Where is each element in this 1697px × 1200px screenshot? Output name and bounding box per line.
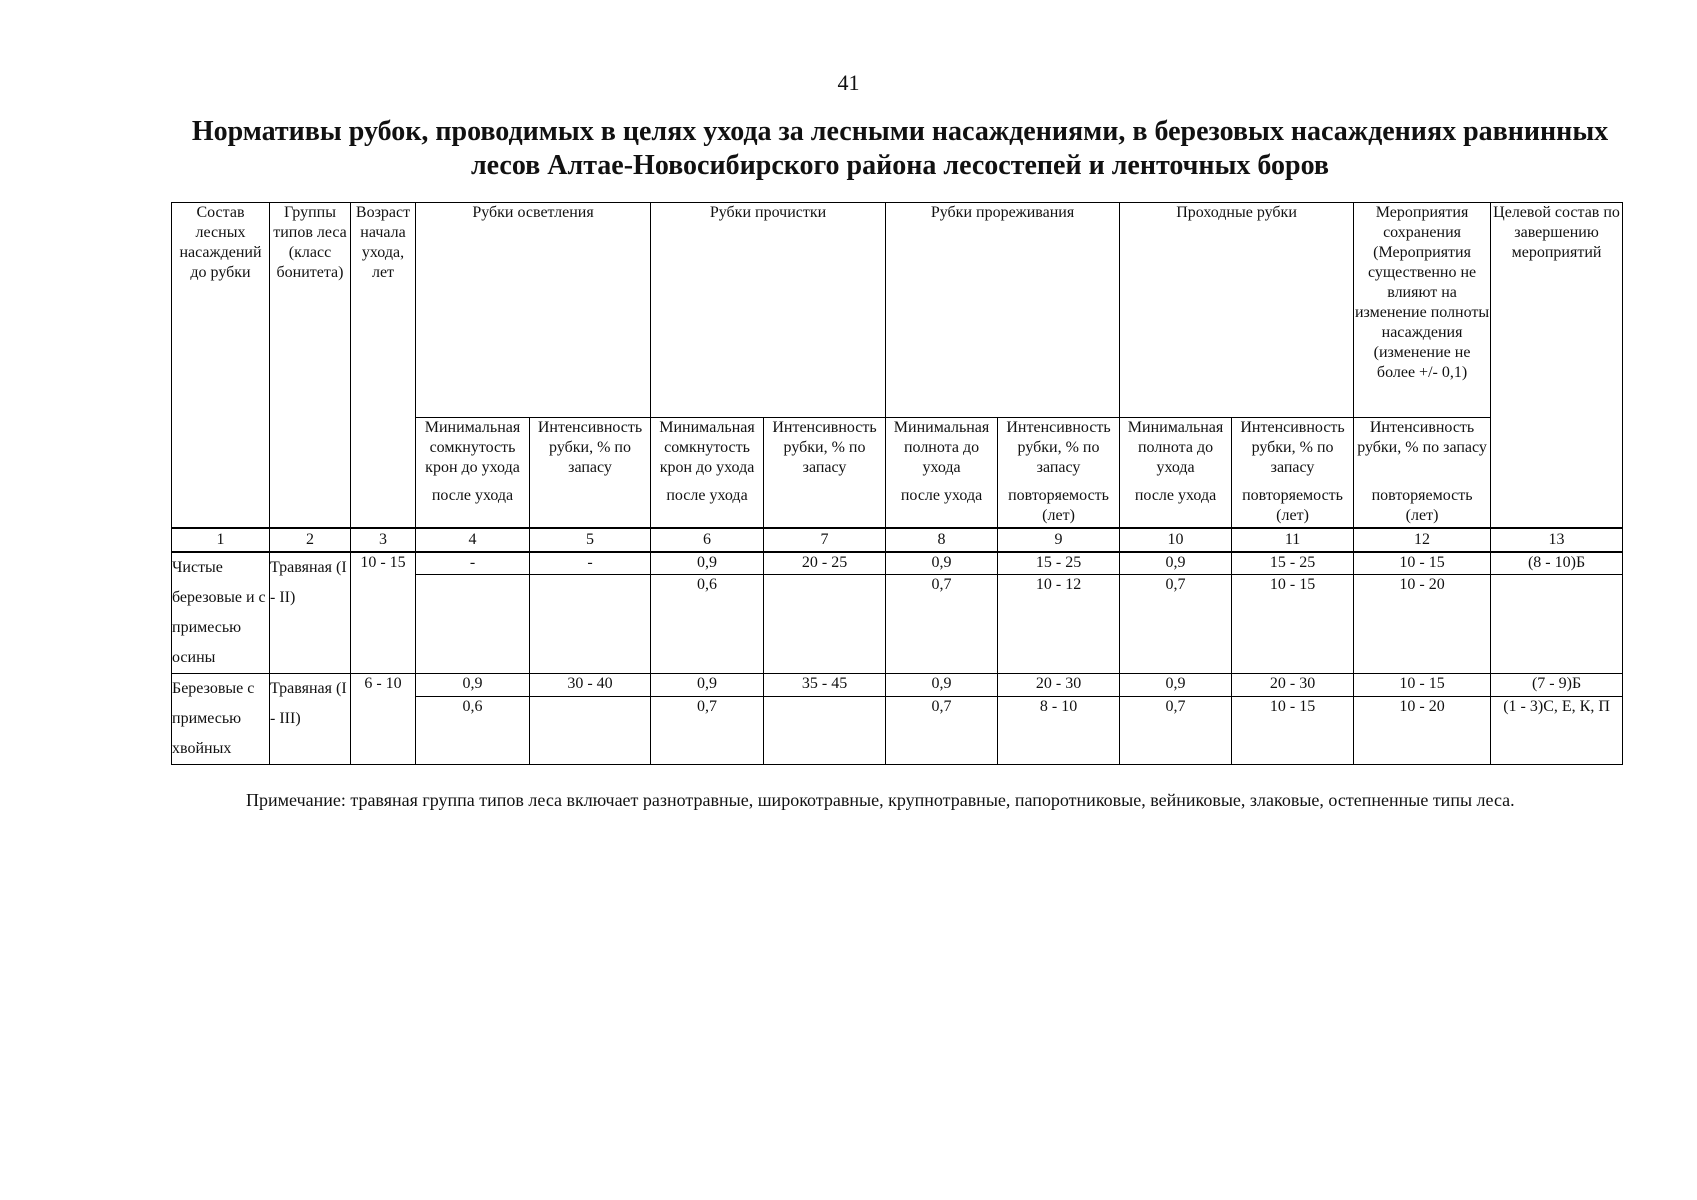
column-number: 6 [651,528,764,552]
subheader-12-cont: повторяемость (лет) [1354,486,1491,528]
column-number: 9 [998,528,1120,552]
table-cell: - [530,552,651,575]
subheader-4: Минимальная сомкнутость крон до ухода [416,418,530,486]
subheader-5: Интенсивность рубки, % по запасу [530,418,651,528]
table-cell: 10 - 20 [1354,575,1491,673]
subheader-8: Минимальная полнота до ухода [886,418,998,486]
title-line-1: Нормативы рубок, проводимых в целях ухода за лесными насаждениями, в березовых насаждениях равнинных [191,116,1609,147]
norms-table [171,202,1623,765]
table-cell [1491,575,1623,673]
table-cell: 10 - 20 [1354,697,1491,764]
subheader-8-cont: после ухода [886,486,998,528]
table-cell: 10 - 15 [1232,575,1354,673]
subheader-11-cont: повторяемость (лет) [1232,486,1354,528]
header-composition: Состав лесных насаждений до рубки [172,203,270,528]
page-title [170,115,1630,183]
subheader-10-cont: после ухода [1120,486,1232,528]
subheader-6-cont: после ухода [651,486,764,528]
table-cell: 20 - 25 [764,552,886,575]
table-cell: 0,7 [651,697,764,764]
title-line-2: лесов Алтае-Новосибирского района лесостепей и ленточных боров [470,150,1330,181]
column-number: 1 [172,528,270,552]
table-cell: (1 - 3)С, Е, К, П [1491,697,1623,764]
column-number: 7 [764,528,886,552]
column-number: 3 [351,528,416,552]
column-numbers-row [172,528,1623,552]
table-cell: 0,7 [886,575,998,673]
age-cell: 6 - 10 [351,673,416,764]
header-target-composition: Целевой состав по завершению мероприятий [1491,203,1623,528]
header-thinning-cuts: Рубки прореживания [886,203,1120,418]
forest-type-cell: Травяная (I - III) [270,673,351,764]
forest-type-cell: Травяная (I - II) [270,552,351,674]
table-cell: 10 - 15 [1232,697,1354,764]
column-number: 8 [886,528,998,552]
table-cell: 10 - 15 [1354,552,1491,575]
table-cell: 0,7 [886,697,998,764]
composition-cell: Чистые березовые и с примесью осины [172,552,270,674]
table-cell: 0,9 [651,673,764,697]
column-number: 12 [1354,528,1491,552]
table-cell: 0,9 [886,673,998,697]
table-cell: 0,9 [886,552,998,575]
header-forest-type: Группы типов леса (класс бонитета) [270,203,351,528]
column-number: 2 [270,528,351,552]
table-cell [764,575,886,673]
header-row-groups [172,203,1623,418]
table-cell [764,697,886,764]
table-cell: 10 - 15 [1354,673,1491,697]
table-cell: 0,6 [651,575,764,673]
table-cell: 0,7 [1120,697,1232,764]
table-cell: 30 - 40 [530,673,651,697]
table-row [172,552,1623,575]
table-cell: 0,6 [416,697,530,764]
composition-cell: Березовые с примесью хвойных [172,673,270,764]
table-cell: 0,9 [651,552,764,575]
table-cell: 8 - 10 [998,697,1120,764]
column-number: 10 [1120,528,1232,552]
table-cell: (8 - 10)Б [1491,552,1623,575]
header-age: Возраст начала ухода, лет [351,203,416,528]
header-cleaning-cuts: Рубки прочистки [651,203,886,418]
column-number: 4 [416,528,530,552]
age-cell: 10 - 15 [351,552,416,674]
table-cell: 0,9 [1120,552,1232,575]
header-passage-cuts: Проходные рубки [1120,203,1354,418]
header-clearing-cuts: Рубки осветления [416,203,651,418]
subheader-9: Интенсивность рубки, % по запасу [998,418,1120,486]
footnote: Примечание: травяная группа типов леса включает разнотравные, широкотравные, крупнотравные, папоротниковые, вейниковые, злаковые, остепненные типы леса. [246,790,1515,810]
column-number: 11 [1232,528,1354,552]
subheader-10: Минимальная полнота до ухода [1120,418,1232,486]
subheader-6: Минимальная сомкнутость крон до ухода [651,418,764,486]
subheader-7: Интенсивность рубки, % по запасу [764,418,886,528]
subheader-9-cont: повторяемость (лет) [998,486,1120,528]
subheader-12: Интенсивность рубки, % по запасу [1354,418,1491,486]
table-cell [530,697,651,764]
table-cell: 20 - 30 [998,673,1120,697]
table-cell: 0,7 [1120,575,1232,673]
header-conservation: Мероприятия сохранения (Мероприятия существенно не влияют на изменение полноты насаждения (изменение не более +/- 0,1) [1354,203,1491,418]
subheader-4-cont: после ухода [416,486,530,528]
table-cell: 15 - 25 [1232,552,1354,575]
table-cell [530,575,651,673]
page-number: 41 [837,70,860,95]
table-cell: 15 - 25 [998,552,1120,575]
table-cell: 0,9 [416,673,530,697]
table-cell: 35 - 45 [764,673,886,697]
column-number: 5 [530,528,651,552]
table-cell [416,575,530,673]
table-cell: 20 - 30 [1232,673,1354,697]
table-cell: - [416,552,530,575]
table-row [172,673,1623,697]
table-cell: (7 - 9)Б [1491,673,1623,697]
subheader-11: Интенсивность рубки, % по запасу [1232,418,1354,486]
table-cell: 10 - 12 [998,575,1120,673]
column-number: 13 [1491,528,1623,552]
table-cell: 0,9 [1120,673,1232,697]
